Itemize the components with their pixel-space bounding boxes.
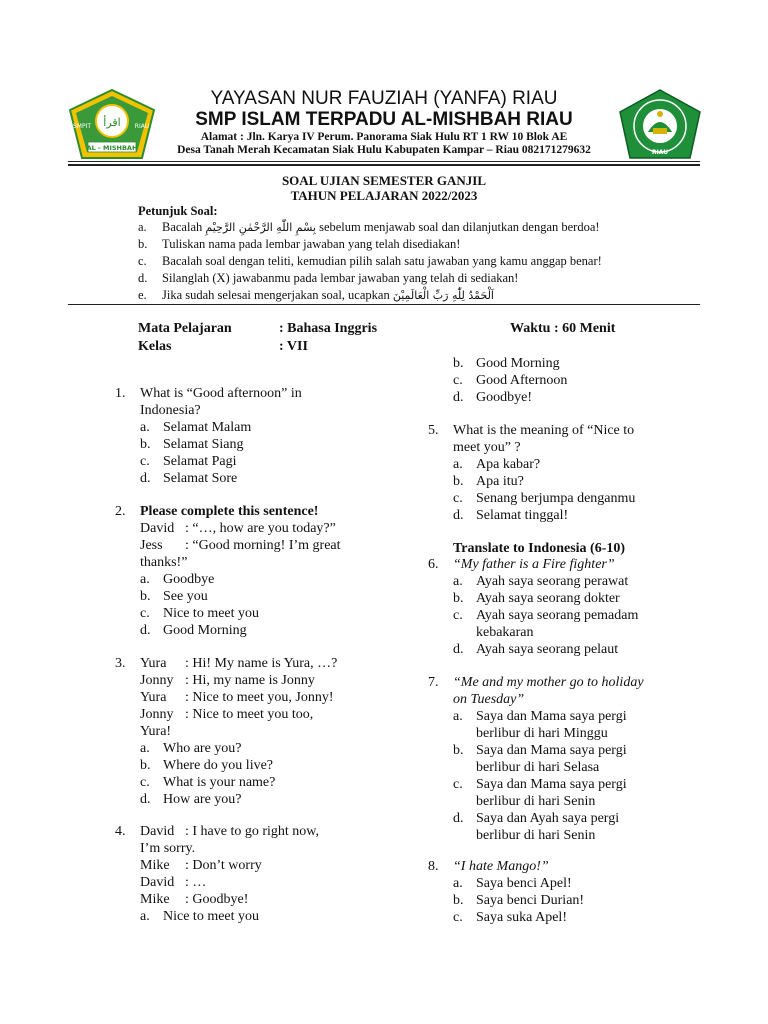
answer-option[interactable] (453, 590, 620, 607)
option-text: Where do you live? (163, 758, 274, 773)
dialog-line (140, 857, 262, 874)
option-text: berlibur di hari Senin (476, 828, 596, 843)
dialog-utterance: : “…, how are you today?” (185, 521, 336, 536)
instruction-text: Bacalah soal dengan teliti, kemudian pilih salah satu jawaban yang kamu anggap benar! (162, 254, 602, 268)
option-text: Saya dan Ayah saya pergi (476, 811, 620, 826)
question-text: “My father is a Fire fighter” (453, 557, 615, 572)
option-letter: a. (453, 876, 463, 891)
question-text: “Me and my mother go to holiday (453, 675, 644, 690)
question-number: 2. (115, 504, 126, 519)
answer-option[interactable] (140, 588, 318, 605)
option-text: berlibur di hari Senin (476, 794, 596, 809)
answer-option-continued (453, 725, 644, 742)
option-text: What is your name? (163, 775, 276, 790)
dialog-utterance: : … (185, 875, 207, 890)
dialog-utterance: : Don’t worry (185, 858, 262, 873)
option-letter: d. (140, 792, 151, 807)
dialog-utterance: : Goodbye! (185, 892, 249, 907)
dialog-line (140, 537, 341, 554)
option-text: Apa kabar? (476, 457, 541, 472)
dialog-speaker: Yura (140, 656, 167, 671)
option-text: Senang berjumpa denganmu (476, 491, 636, 506)
instructions (138, 203, 698, 304)
option-letter: b. (140, 758, 151, 773)
answer-option[interactable] (453, 909, 567, 926)
option-letter: b. (140, 589, 151, 604)
dialog-speaker: Jonny (140, 673, 174, 688)
option-text: Saya benci Apel! (476, 876, 572, 891)
question-prompt: Please complete this sentence! (140, 504, 319, 519)
option-letter: c. (453, 373, 463, 388)
option-text: Who are you? (163, 741, 242, 756)
dialog-speaker: Mike (140, 892, 170, 907)
subject-value: : Bahasa Inggris (279, 321, 378, 336)
option-text: Goodbye! (476, 390, 532, 405)
option-letter: c. (453, 910, 463, 925)
question-number: 5. (428, 423, 439, 438)
answer-option[interactable] (140, 436, 302, 453)
instruction-text: Silanglah (X) jawabanmu pada lembar jawaban yang telah di sediakan! (162, 271, 519, 285)
answer-option[interactable] (453, 372, 703, 389)
option-letter: b. (453, 474, 464, 489)
option-text: Selamat Sore (163, 471, 238, 486)
instructions-rule (68, 304, 700, 305)
answer-option[interactable] (140, 571, 318, 588)
answer-option[interactable] (453, 389, 703, 406)
dialog-utterance: : Hi! My name is Yura, …? (185, 656, 338, 671)
dialog-utterance: : Hi, my name is Jonny (185, 673, 315, 688)
instruction-text: Tuliskan nama pada lembar jawaban yang telah disediakan! (162, 237, 461, 251)
dialog-speaker: David (140, 824, 175, 839)
option-letter: d. (140, 623, 151, 638)
answer-option-continued (453, 759, 644, 776)
question-text: Indonesia? (140, 403, 201, 418)
dialog-utterance: : Nice to meet you too, (185, 707, 314, 722)
option-letter: b. (140, 437, 151, 452)
option-letter: c. (453, 608, 463, 623)
answer-option[interactable] (453, 708, 644, 725)
option-text: Saya suka Apel! (476, 910, 567, 925)
question-text: What is “Good afternoon” in (140, 386, 302, 401)
answer-option[interactable] (140, 791, 242, 808)
instruction-arabic: بِسْمِ اللّٰهِ الرَّحْمٰنِ الرَّحِيْمِ (205, 221, 316, 234)
class-label: Kelas (138, 339, 172, 354)
instructions-title: Petunjuk Soal: (138, 204, 218, 218)
school-logo-right (618, 88, 702, 162)
option-letter: a. (453, 709, 463, 724)
option-text: Ayah saya seorang pelaut (476, 642, 619, 657)
instruction-item (138, 287, 698, 304)
question-text: What is the meaning of “Nice to (453, 423, 635, 438)
school-address-line1: Alamat : Jln. Karya IV Perum. Panorama Siak Hulu RT 1 RW 10 Blok AE (200, 131, 568, 143)
instruction-item (138, 253, 698, 270)
option-text: Nice to meet you (163, 909, 260, 924)
dialog-utterance: : I have to go right now, (185, 824, 320, 839)
option-text: Ayah saya seorang pemadam (476, 608, 639, 623)
question-number: 3. (115, 656, 126, 671)
school-name: SMP ISLAM TERPADU AL-MISHBAH RIAU (195, 109, 573, 130)
instruction-item (138, 270, 698, 287)
option-text: Saya dan Mama saya pergi (476, 709, 627, 724)
instruction-text-end: sebelum menjawab soal dan dilanjutkan dengan berdoa! (319, 220, 600, 234)
logo-left-arabic: اقرأ (103, 116, 121, 129)
option-letter: a. (140, 420, 150, 435)
option-letter: b. (453, 743, 464, 758)
dialog-line (140, 891, 249, 908)
dialog-speaker: David (140, 875, 175, 890)
dialog-continuation: Yura! (140, 724, 172, 739)
logo-left-side: SMPIT (72, 123, 92, 130)
option-letter: a. (140, 572, 150, 587)
instruction-text: Bacalah (162, 220, 203, 234)
option-letter: d. (453, 811, 464, 826)
answer-option[interactable] (453, 810, 644, 827)
answer-option[interactable] (453, 456, 634, 473)
option-text: kebakaran (476, 625, 534, 640)
answer-option[interactable] (140, 622, 318, 639)
option-text: Good Afternoon (476, 373, 568, 388)
instruction-letter: c. (138, 254, 147, 268)
option-text: Apa itu? (476, 474, 524, 489)
question-4-continued (453, 355, 703, 406)
answer-option[interactable] (140, 757, 274, 774)
answer-option[interactable] (453, 776, 644, 793)
option-text: Nice to meet you (163, 606, 260, 621)
answer-option[interactable] (453, 742, 644, 759)
subject-label: Mata Pelajaran (138, 321, 232, 336)
option-text: Selamat tinggal! (476, 508, 569, 523)
dialog-line (140, 823, 320, 840)
answer-option[interactable] (453, 507, 634, 524)
exam-title: SOAL UJIAN SEMESTER GANJIL (281, 173, 487, 188)
question-text: meet you” ? (453, 440, 521, 455)
dialog-line (140, 655, 338, 672)
option-letter: c. (453, 777, 463, 792)
option-text: berlibur di hari Minggu (476, 726, 608, 741)
question-number: 7. (428, 675, 439, 690)
answer-option[interactable] (453, 355, 703, 372)
option-text: Saya dan Mama saya pergi (476, 743, 627, 758)
dialog-speaker: David (140, 521, 175, 536)
answer-option[interactable] (140, 774, 276, 791)
answer-option[interactable] (140, 453, 302, 470)
dialog-speaker: Mike (140, 858, 170, 873)
option-text: Saya dan Mama saya pergi (476, 777, 627, 792)
answer-option[interactable] (140, 908, 260, 925)
option-text: Ayah saya seorang dokter (476, 591, 620, 606)
option-text: How are you? (163, 792, 242, 807)
instruction-letter: e. (138, 288, 147, 302)
option-letter: c. (453, 491, 463, 506)
question-number: 6. (428, 557, 439, 572)
dialog-utterance: : “Good morning! I’m great (185, 538, 341, 553)
dialog-line (140, 874, 207, 891)
option-letter: d. (140, 471, 151, 486)
answer-option[interactable] (453, 875, 572, 892)
question-number: 1. (115, 386, 126, 401)
school-logo-left (66, 88, 158, 162)
exam-duration: Waktu : 60 Menit (510, 321, 616, 336)
answer-option-continued (453, 827, 644, 844)
school-address-line2: Desa Tanah Merah Kecamatan Siak Hulu Kabupaten Kampar – Riau 082171279632 (177, 144, 591, 156)
answer-option[interactable] (453, 473, 634, 490)
dialog-speaker: Yura (140, 690, 167, 705)
option-text: Selamat Siang (163, 437, 244, 452)
instruction-letter: d. (138, 271, 148, 285)
answer-option[interactable] (140, 740, 242, 757)
option-letter: c. (140, 606, 150, 621)
option-letter: b. (453, 893, 464, 908)
instruction-item (138, 236, 698, 253)
question-number: 4. (115, 824, 126, 839)
logo-left-name: AL - MISHBAH (86, 144, 138, 152)
option-text: Good Morning (163, 623, 247, 638)
answer-option[interactable] (453, 607, 639, 624)
option-letter: a. (453, 574, 463, 589)
question-text: “I hate Mango!” (453, 859, 549, 874)
question-number: 8. (428, 859, 439, 874)
option-letter: d. (453, 508, 464, 523)
dialog-line (140, 689, 334, 706)
answer-option-continued (453, 793, 644, 810)
dialog-utterance: : Nice to meet you, Jonny! (185, 690, 334, 705)
question-text: on Tuesday” (453, 692, 525, 707)
class-value: : VII (279, 339, 308, 354)
answer-option[interactable] (140, 605, 318, 622)
answer-option[interactable] (140, 419, 302, 436)
option-letter: c. (140, 454, 150, 469)
answer-option[interactable] (453, 892, 585, 909)
foundation-name: YAYASAN NUR FAUZIAH (YANFA) RIAU (210, 88, 558, 109)
logo-right-text: RIAU (651, 149, 669, 156)
exam-year: TAHUN PELAJARAN 2022/2023 (290, 188, 478, 203)
option-letter: a. (140, 741, 150, 756)
dialog-speaker: Jess (140, 538, 163, 553)
header-rule-top (68, 161, 700, 162)
option-letter: b. (453, 591, 464, 606)
header-rule-bottom (68, 164, 700, 166)
answer-option[interactable] (453, 490, 634, 507)
option-letter: b. (453, 356, 464, 371)
instruction-letter: b. (138, 237, 148, 251)
section-title: Translate to Indonesia (6-10) (453, 541, 626, 556)
logo-left-side-right: RIAU (134, 123, 150, 130)
option-text: Selamat Malam (163, 420, 252, 435)
option-text: Good Morning (476, 356, 560, 371)
option-text: See you (163, 589, 208, 604)
option-text: berlibur di hari Selasa (476, 760, 600, 775)
dialog-line (140, 672, 315, 689)
option-letter: c. (140, 775, 150, 790)
answer-option[interactable] (140, 470, 302, 487)
option-text: Selamat Pagi (163, 454, 237, 469)
option-text: Saya benci Durian! (476, 893, 585, 908)
dialog-continuation: thanks!” (140, 555, 188, 570)
answer-option[interactable] (453, 641, 619, 658)
option-text: Ayah saya seorang perawat (476, 574, 629, 589)
option-letter: a. (453, 457, 463, 472)
answer-option[interactable] (453, 573, 629, 590)
option-letter: a. (140, 909, 150, 924)
instruction-item (138, 219, 698, 236)
option-text: Goodbye (163, 572, 215, 587)
answer-option-continued (453, 624, 615, 641)
instruction-letter: a. (138, 220, 147, 234)
instruction-arabic: اَلْحَمْدُ لِلّٰهِ رَبِّ الْعَالَمِيْنَ (392, 289, 494, 302)
dialog-speaker: Jonny (140, 707, 174, 722)
option-letter: d. (453, 390, 464, 405)
dialog-line (140, 520, 336, 537)
instruction-text: Jika sudah selesai mengerjakan soal, ucapkan (162, 288, 390, 302)
option-letter: d. (453, 642, 464, 657)
dialog-line (140, 706, 314, 723)
dialog-continuation: I’m sorry. (140, 841, 196, 856)
